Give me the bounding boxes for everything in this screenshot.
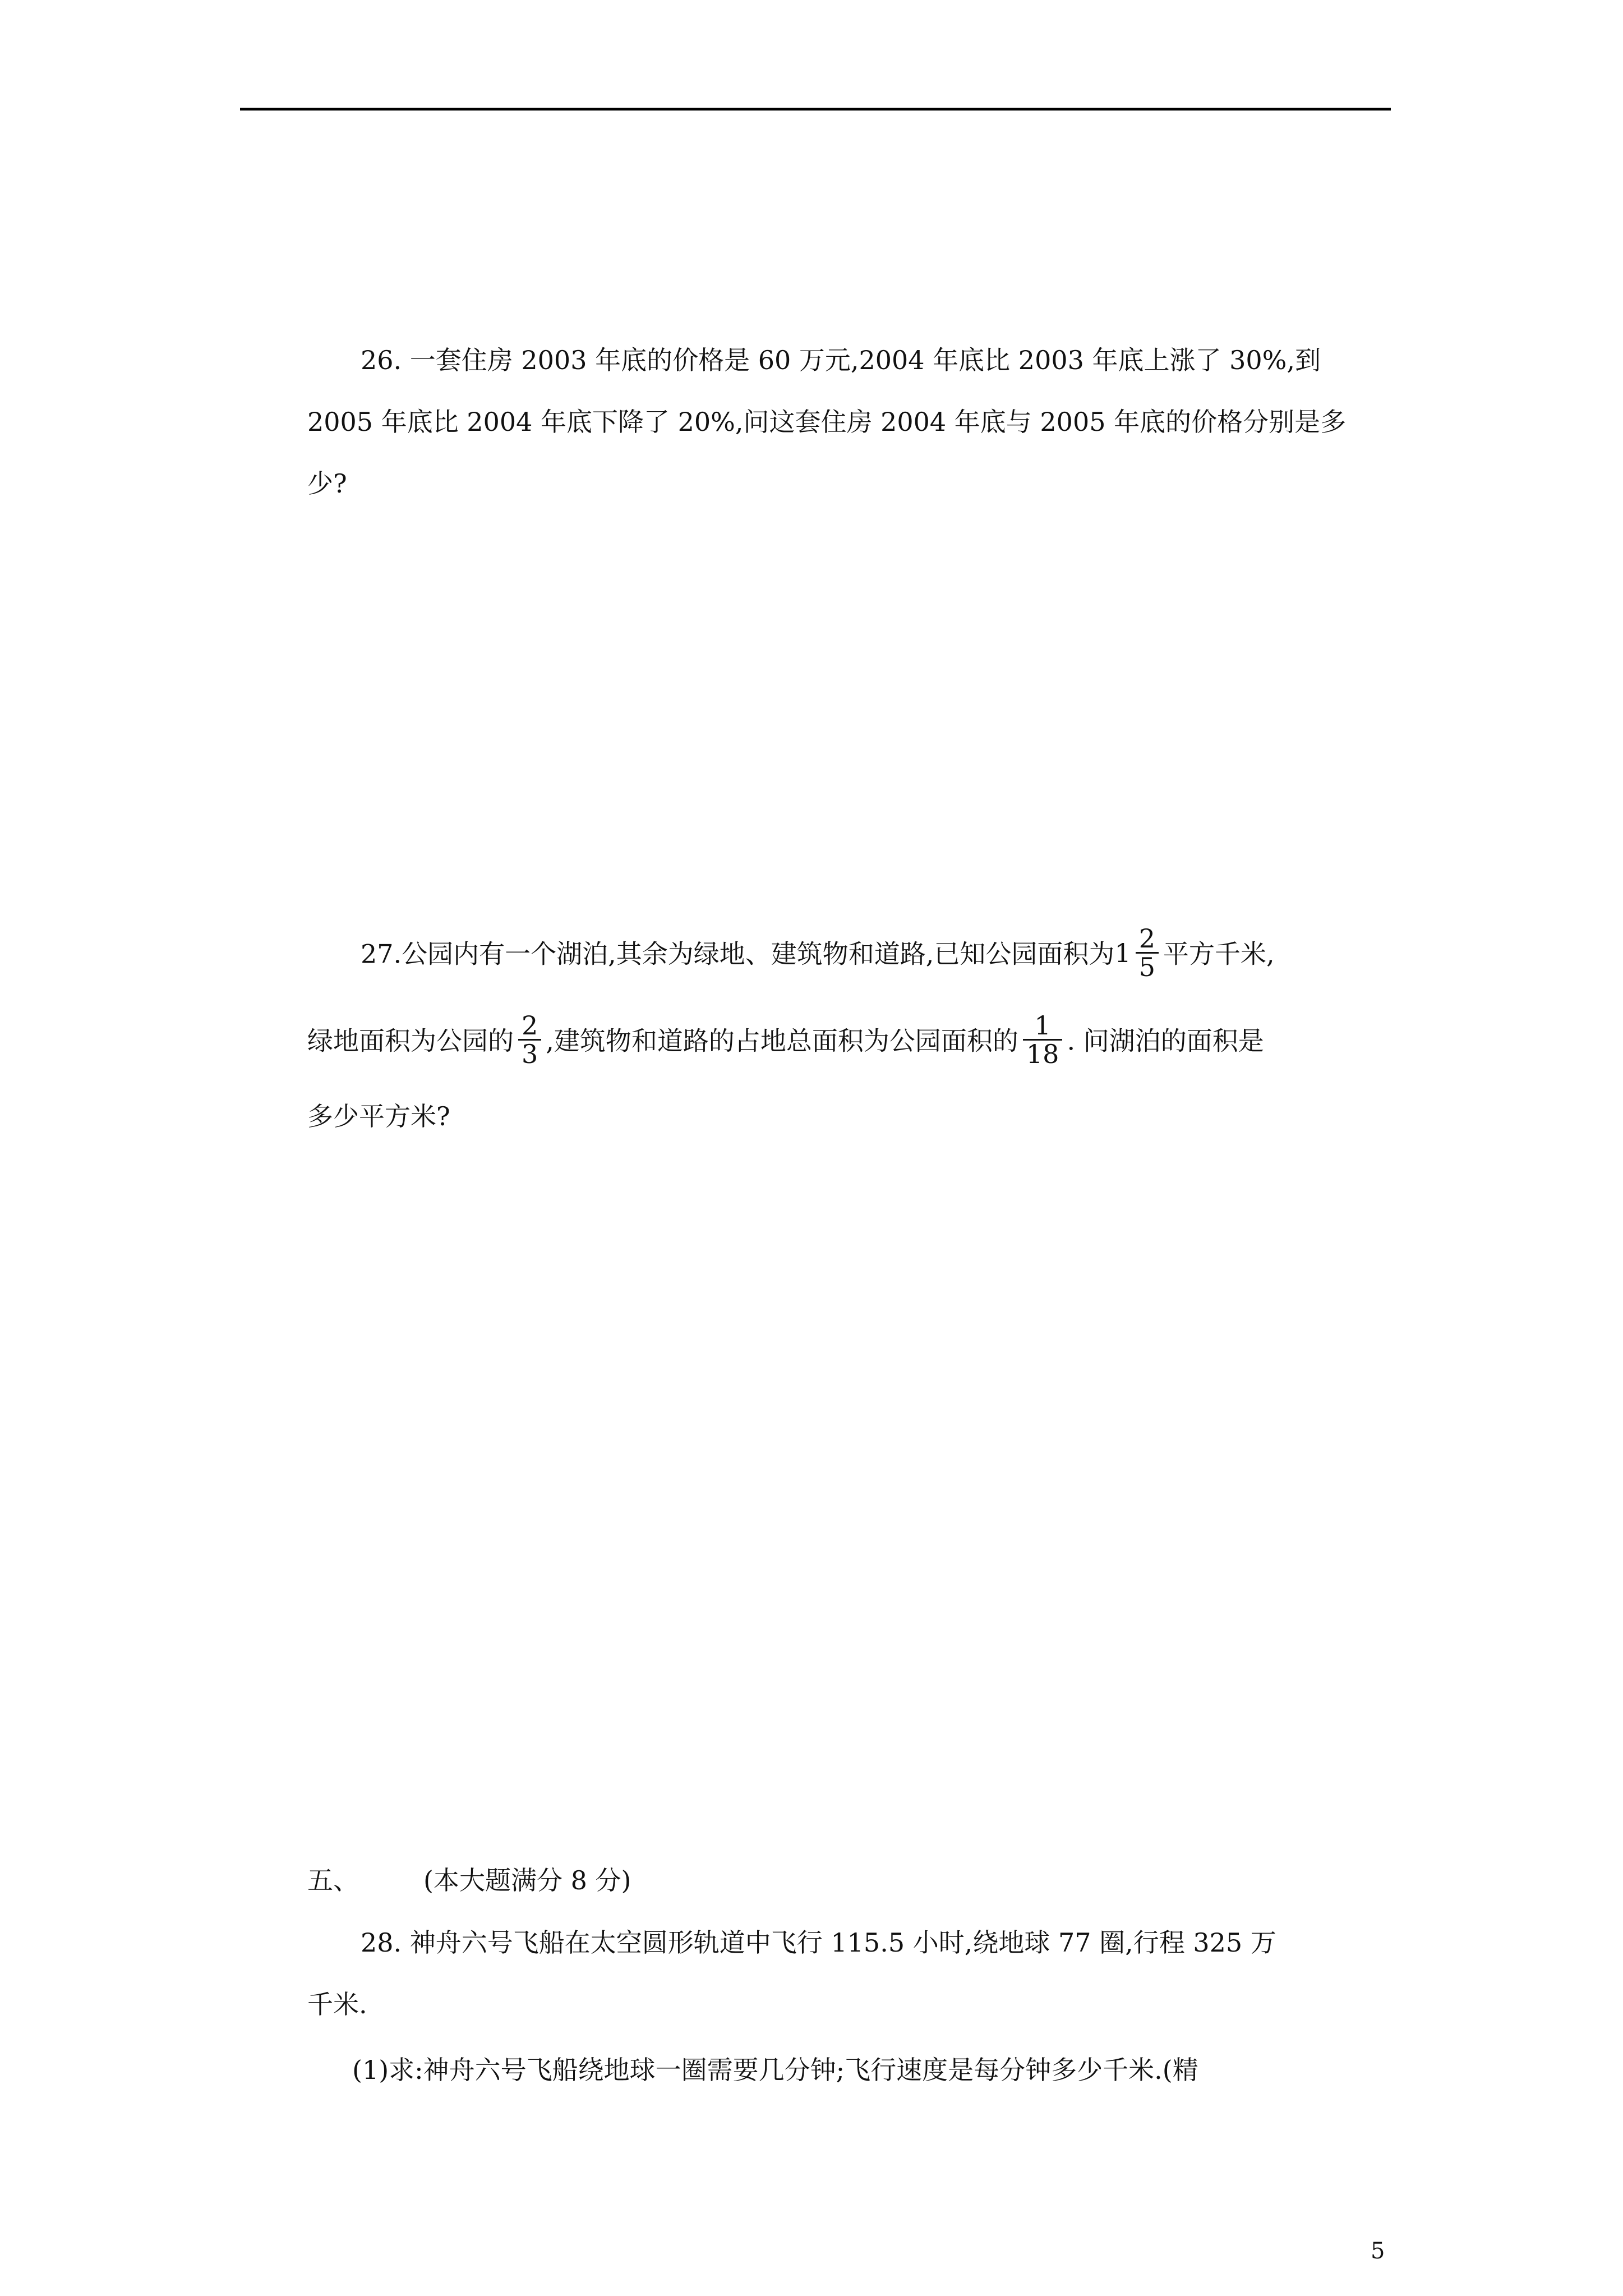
header-rule bbox=[240, 108, 1391, 111]
q27-line3: 多少平方米? bbox=[307, 1101, 450, 1131]
building-denominator: 18 bbox=[1023, 1039, 1063, 1068]
park-area-whole: 1 bbox=[1114, 937, 1131, 968]
q28-line1: 28. 神舟六号飞船在太空圆形轨道中飞行 115.5 小时,绕地球 77 圈,行程 325 万 bbox=[361, 1927, 1276, 1958]
q28-sub1: (1)求:神舟六号飞船绕地球一圈需要几分钟;飞行速度是每分钟多少千米.(精 bbox=[352, 2055, 1198, 2085]
green-fraction bbox=[518, 1012, 541, 1068]
q27-line2-mid: ,建筑物和道路的占地总面积为公园面积的 bbox=[546, 1025, 1018, 1056]
q26-line2: 2005 年底比 2004 年底下降了 20%,问这套住房 2004 年底与 2005 年底的价格分别是多 bbox=[307, 407, 1347, 437]
green-numerator: 2 bbox=[522, 1010, 538, 1041]
park-area-denominator: 5 bbox=[1136, 952, 1159, 981]
section5-note: (本大题满分 8 分) bbox=[423, 1865, 631, 1895]
park-area-numerator: 2 bbox=[1138, 923, 1155, 954]
q27-line1 bbox=[361, 923, 1275, 984]
q27-line2-pre: 绿地面积为公园的 bbox=[307, 1025, 514, 1056]
q27-line2-tail: . 问湖泊的面积是 bbox=[1067, 1025, 1264, 1056]
park-area-fraction bbox=[1136, 925, 1159, 981]
building-numerator: 1 bbox=[1034, 1010, 1051, 1041]
building-fraction bbox=[1023, 1012, 1063, 1068]
page-number: 5 bbox=[1371, 2238, 1385, 2264]
q28-line2: 千米. bbox=[307, 1989, 367, 2019]
q27-line2 bbox=[307, 1010, 1264, 1071]
q27-line1-text: 27.公园内有一个湖泊,其余为绿地、建筑物和道路,已知公园面积为 bbox=[361, 938, 1115, 969]
q27-line1-tail: 平方千米, bbox=[1163, 938, 1275, 969]
q26-line1: 26. 一套住房 2003 年底的价格是 60 万元,2004 年底比 2003 年底上涨了 30%,到 bbox=[361, 345, 1321, 375]
section5-label: 五、 bbox=[307, 1865, 359, 1895]
green-denominator: 3 bbox=[518, 1039, 541, 1068]
q26-line3: 少? bbox=[307, 468, 347, 499]
